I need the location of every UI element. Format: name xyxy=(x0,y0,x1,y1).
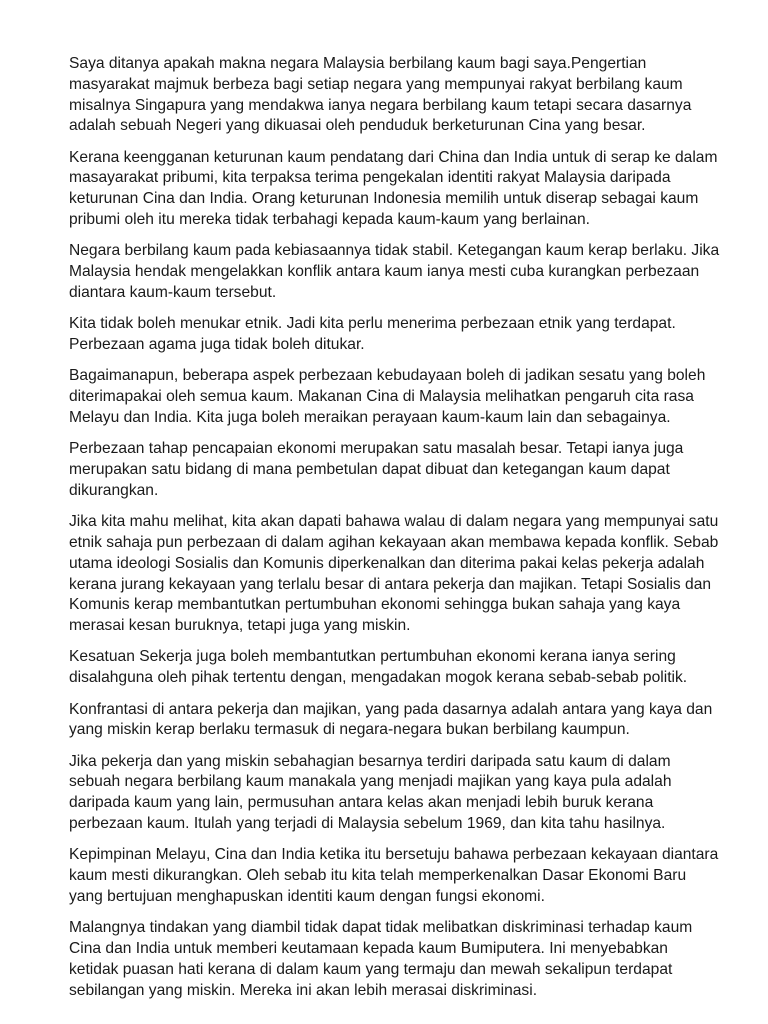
paragraph xyxy=(69,700,713,742)
text-line: perbezaan kaum. Itulah yang terjadi di Malaysia sebelum 1969, dan kita tahu hasilnya. xyxy=(69,815,666,832)
text-line: diterimapakai oleh semua kaum. Makanan Cina di Malaysia melihatkan pengaruh cita rasa xyxy=(69,388,694,406)
text-line: merupakan satu bidang di mana pembetulan dapat dibuat dan ketegangan kaum dapat xyxy=(69,461,670,479)
paragraph xyxy=(69,918,708,1001)
text-line: sebilangan yang miskin. Mereka ini akan lebih merasai diskriminasi. xyxy=(69,981,538,999)
paragraph xyxy=(69,845,719,907)
text-line: Negara berbilang kaum pada kebiasaannya tidak stabil. Ketegangan kaum kerap berlaku. Jika xyxy=(69,242,720,260)
text-line: Malangnya tindakan yang diambil tidak dapat tidak melibatkan diskriminasi terhadap kaum xyxy=(69,919,693,937)
paragraph xyxy=(69,752,708,835)
text-line: Kerana keengganan keturunan kaum pendatang dari China dan India untuk di serap ke dalam xyxy=(69,148,718,166)
paragraph xyxy=(69,241,720,303)
text-line: Jika pekerja dan yang miskin sebahagian besarnya terdiri daripada satu kaum di dalam xyxy=(69,752,671,770)
text-line: masyarakat majmuk berbeza bagi setiap negara yang mempunyai rakyat berbilang kaum xyxy=(69,75,683,93)
text-line: adalah sebuah Negeri yang dikuasai oleh penduduk berketurunan Cina yang besar. xyxy=(69,117,646,135)
text-line: Cina dan India untuk memberi keutamaan kepada kaum Bumiputera. Ini menyebabkan xyxy=(69,939,668,957)
paragraph xyxy=(69,314,708,356)
text-line: ketidak puasan hati kerana di dalam kaum yang termaju dan mewah sekalipun terdapat xyxy=(69,960,673,978)
text-line: yang miskin kerap berlaku termasuk di negara-negara bukan berbilang kaumpun. xyxy=(69,721,630,739)
text-line: yang bertujuan menghapuskan identiti kaum dengan fungsi ekonomi. xyxy=(69,887,545,905)
text-line: dikurangkan. xyxy=(69,481,159,499)
text-line: Kesatuan Sekerja juga boleh membantutkan pertumbuhan ekonomi kerana ianya sering xyxy=(69,648,676,666)
text-line: disalahguna oleh pihak tertentu dengan, mengadakan mogok kerana sebab-sebab politik. xyxy=(69,669,688,687)
text-line: utama ideologi Sosialis dan Komunis diperkenalkan dan diterima pakai kelas pekerja adalah xyxy=(69,554,705,572)
text-line: sebuah negara berbilang kaum manakala yang menjadi majikan yang kaya pula adalah xyxy=(69,773,672,791)
paragraph xyxy=(69,54,708,137)
text-line: Melayu dan India. Kita juga boleh meraikan perayaan kaum-kaum lain dan sebagainya. xyxy=(69,408,671,426)
text-line: Bagaimanapun, beberapa aspek perbezaan kebudayaan boleh di jadikan sesatu yang boleh xyxy=(69,367,706,385)
text-line: merasai kesan buruknya, tetapi juga yang miskin. xyxy=(69,617,411,635)
text-line: keturunan Cina dan India. Orang keturunan Indonesia memilih untuk diserap sebagai kaum xyxy=(69,190,699,208)
text-line: Perbezaan agama juga tidak boleh ditukar. xyxy=(69,336,365,354)
text-line: kaum mesti dikurangkan. Oleh sebab itu kita telah memperkenalkan Dasar Ekonomi Baru xyxy=(69,867,687,885)
paragraph xyxy=(69,148,718,231)
text-line: pribumi oleh itu mereka tidak terbahagi kepada kaum-kaum yang berlainan. xyxy=(69,211,590,229)
paragraph xyxy=(69,366,708,428)
text-line: Perbezaan tahap pencapaian ekonomi merupakan satu masalah besar. Tetapi ianya juga xyxy=(69,440,684,458)
text-line: kerana jurang kekayaan yang terlalu besar di antara pekerja dan majikan. Tetapi Sosialis dan xyxy=(69,575,712,593)
text-line: diantara kaum-kaum tersebut. xyxy=(69,283,277,301)
text-line: etnik sahaja pun perbezaan di dalam agihan kekayaan akan membawa kepada konflik. Sebab xyxy=(69,533,719,551)
paragraph xyxy=(69,512,719,637)
text-line: daripada kaum yang lain, permusuhan antara kelas akan menjadi lebih buruk kerana xyxy=(69,794,654,812)
text-line: Kita tidak boleh menukar etnik. Jadi kita perlu menerima perbezaan etnik yang terdapat. xyxy=(69,315,676,333)
text-line: Jika kita mahu melihat, kita akan dapati bahawa walau di dalam negara yang mempunyai satu xyxy=(69,513,719,531)
paragraph xyxy=(69,439,708,501)
text-line: misalnya Singapura yang mendakwa ianya negara berbilang kaum tetapi secara dasarnya xyxy=(69,96,692,114)
text-line: Malaysia hendak mengelakkan konflik antara kaum ianya mesti cuba kurangkan perbezaan xyxy=(69,263,700,281)
text-line: Komunis kerap membantutkan pertumbuhan ekonomi sehingga bukan sahaja yang kaya xyxy=(69,596,681,614)
text-line: Kepimpinan Melayu, Cina dan India ketika itu bersetuju bahawa perbezaan kekayaan diantara xyxy=(69,846,719,864)
text-line: Konfrantasi di antara pekerja dan majikan, yang pada dasarnya adalah antara yang kaya dan xyxy=(69,700,713,718)
text-line: masayarakat pribumi, kita terpaksa terima pengekalan identiti rakyat Malaysia daripada xyxy=(69,169,671,187)
text-line: Saya ditanya apakah makna negara Malaysia berbilang kaum bagi saya.Pengertian xyxy=(69,55,647,72)
paragraph xyxy=(69,647,708,689)
